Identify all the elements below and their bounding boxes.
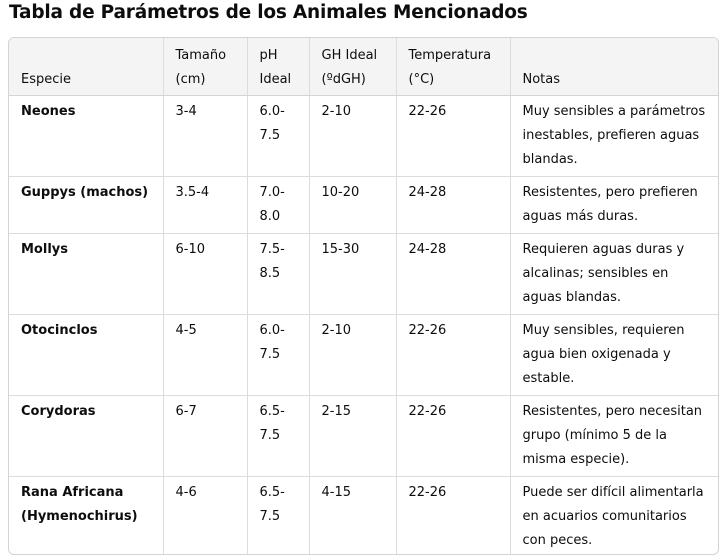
header-gh: GH Ideal (ºdGH): [309, 38, 396, 95]
ph-cell: 6.5-7.5: [247, 395, 309, 476]
species-cell: Corydoras: [9, 395, 163, 476]
temperature-cell: 24-28: [396, 233, 510, 314]
size-cell: 4-6: [163, 476, 247, 555]
gh-cell: 15-30: [309, 233, 396, 314]
size-cell: 3-4: [163, 95, 247, 176]
notes-cell: Resistentes, pero prefieren aguas más duras.: [510, 176, 718, 233]
species-cell: Mollys: [9, 233, 163, 314]
species-cell: Neones: [9, 95, 163, 176]
gh-cell: 2-15: [309, 395, 396, 476]
table-row: [9, 95, 718, 176]
notes-cell: Requieren aguas duras y alcalinas; sensibles en aguas blandas.: [510, 233, 718, 314]
species-cell: Otocinclos: [9, 314, 163, 395]
size-cell: 3.5-4: [163, 176, 247, 233]
gh-cell: 10-20: [309, 176, 396, 233]
header-notas: Notas: [510, 38, 718, 95]
temperature-cell: 22-26: [396, 476, 510, 555]
temperature-cell: 22-26: [396, 314, 510, 395]
table-row: [9, 314, 718, 395]
header-especie: Especie: [9, 38, 163, 95]
temperature-cell: 22-26: [396, 395, 510, 476]
ph-cell: 6.0-7.5: [247, 314, 309, 395]
size-cell: 6-10: [163, 233, 247, 314]
temperature-cell: 24-28: [396, 176, 510, 233]
species-cell: Guppys (machos): [9, 176, 163, 233]
size-cell: 6-7: [163, 395, 247, 476]
notes-cell: Resistentes, pero necesitan grupo (mínimo 5 de la misma especie).: [510, 395, 718, 476]
notes-cell: Muy sensibles, requieren agua bien oxigenada y estable.: [510, 314, 718, 395]
ph-cell: 6.0-7.5: [247, 95, 309, 176]
table-row: [9, 233, 718, 314]
gh-cell: 4-15: [309, 476, 396, 555]
ph-cell: 6.5-7.5: [247, 476, 309, 555]
header-ph: pH Ideal: [247, 38, 309, 95]
ph-cell: 7.0-8.0: [247, 176, 309, 233]
gh-cell: 2-10: [309, 314, 396, 395]
parameters-table-container: [8, 37, 719, 555]
page-title: Tabla de Parámetros de los Animales Mencionados: [9, 2, 528, 23]
header-temperatura: Temperatura (°C): [396, 38, 510, 95]
header-tamano: Tamaño (cm): [163, 38, 247, 95]
species-cell: Rana Africana (Hymenochirus): [9, 476, 163, 555]
notes-cell: Muy sensibles a parámetros inestables, prefieren aguas blandas.: [510, 95, 718, 176]
ph-cell: 7.5-8.5: [247, 233, 309, 314]
table-row: [9, 476, 718, 555]
temperature-cell: 22-26: [396, 95, 510, 176]
table-row: [9, 176, 718, 233]
table-header-row: [9, 38, 718, 95]
table-row: [9, 395, 718, 476]
parameters-table: [9, 38, 718, 555]
gh-cell: 2-10: [309, 95, 396, 176]
notes-cell: Puede ser difícil alimentarla en acuarios comunitarios con peces.: [522, 484, 704, 548]
size-cell: 4-5: [163, 314, 247, 395]
